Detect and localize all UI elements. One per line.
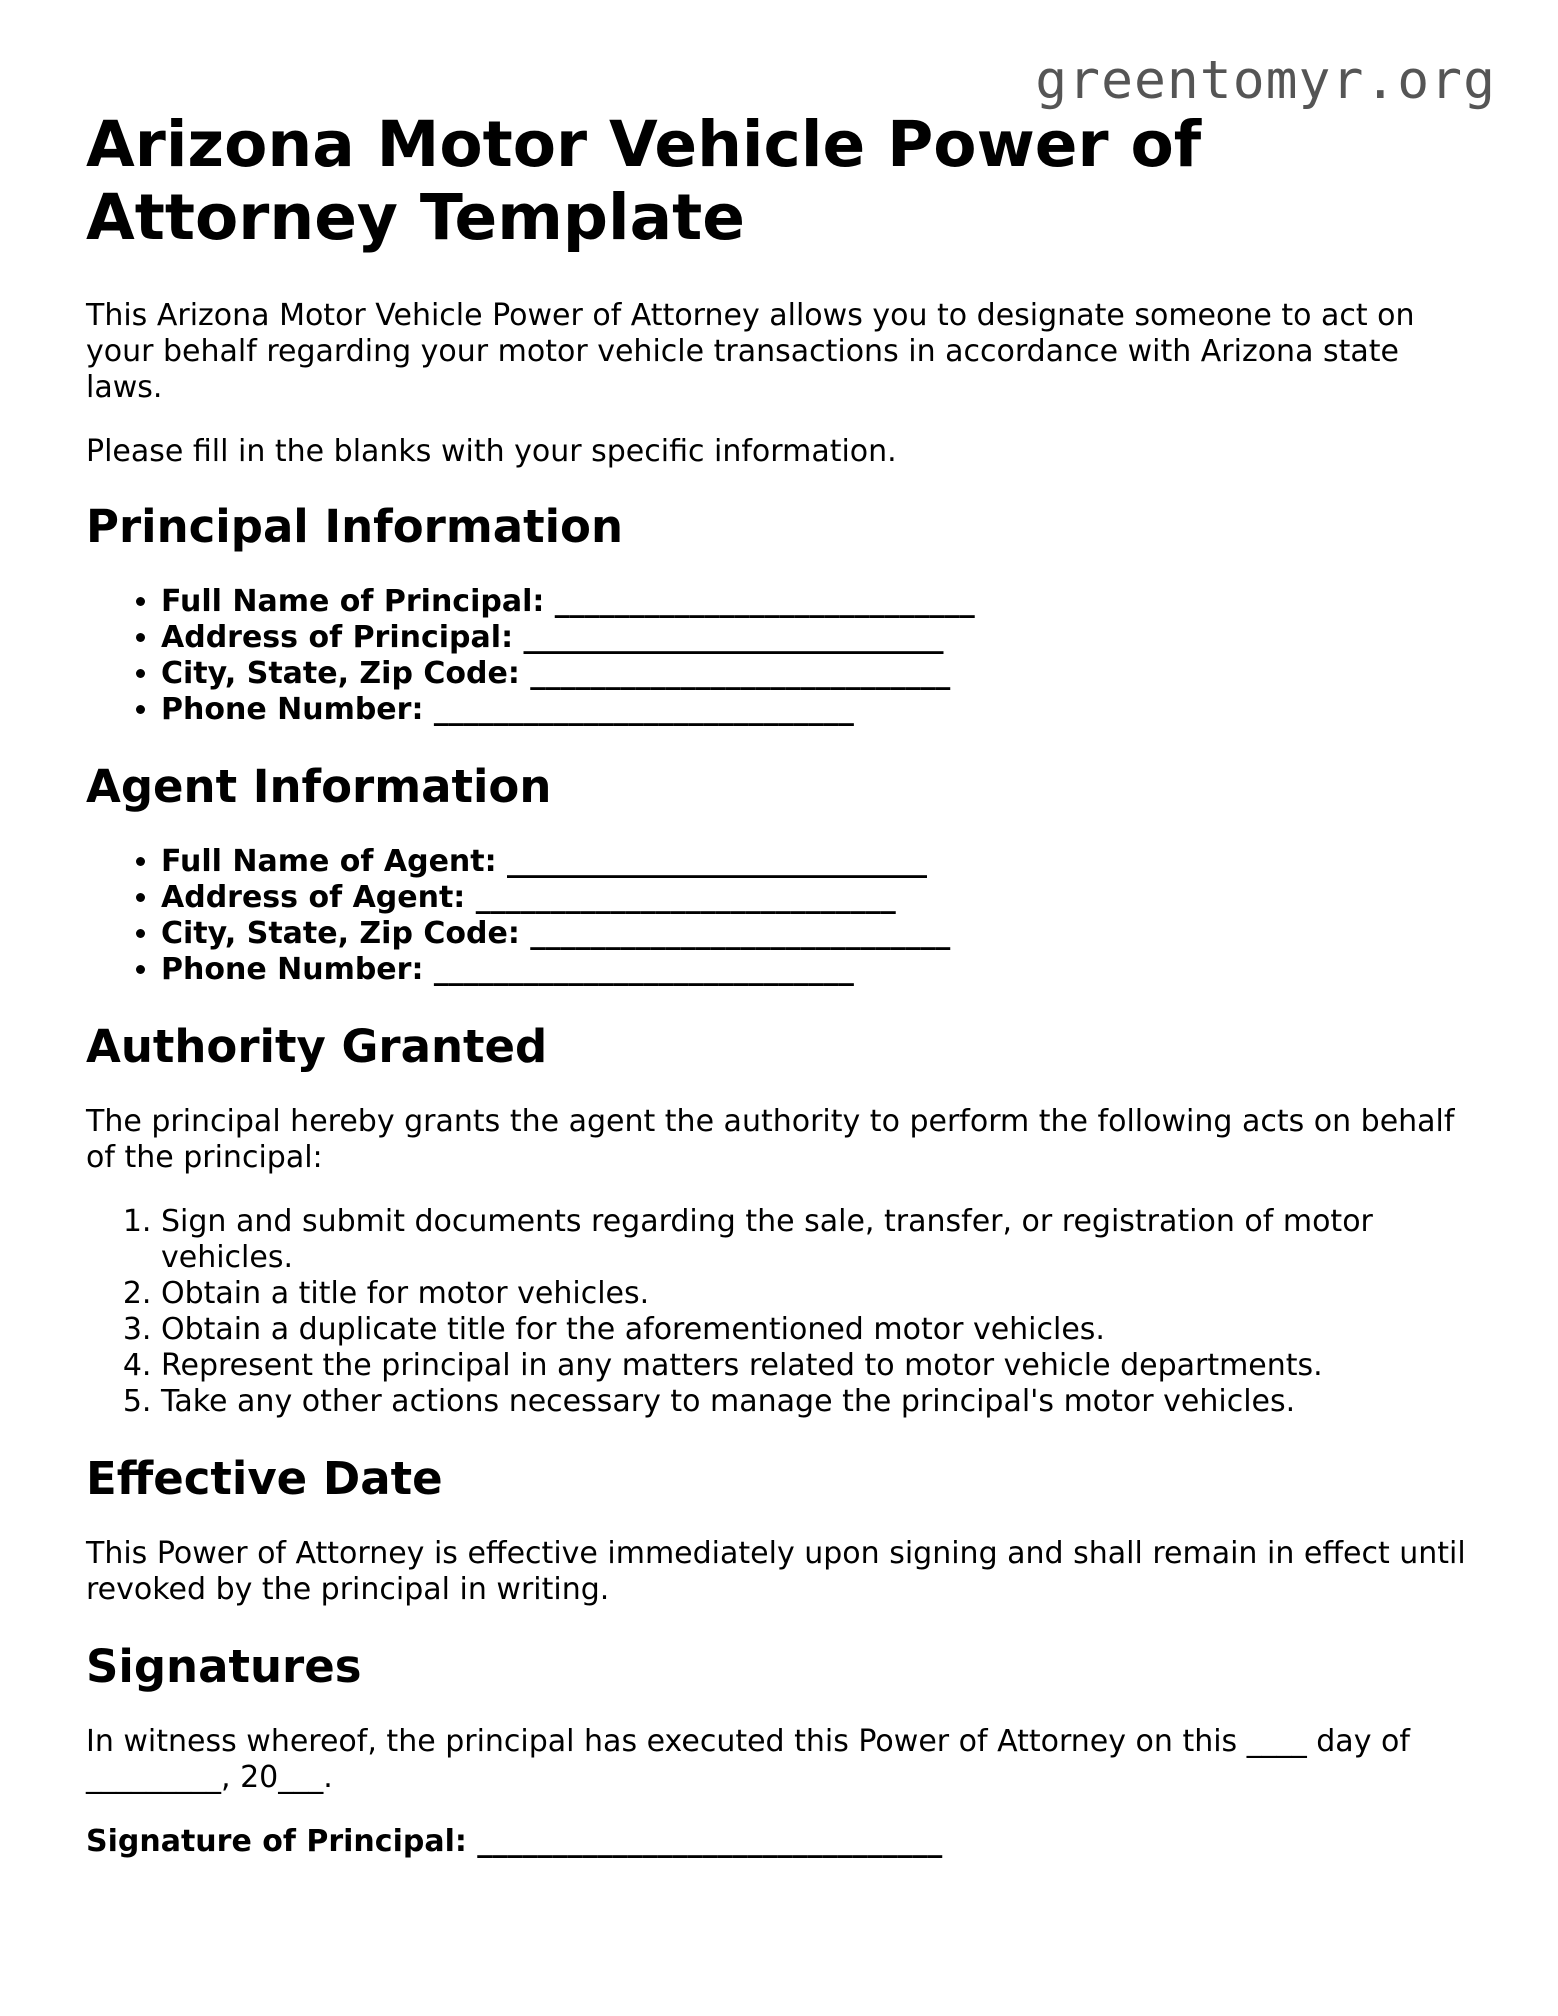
principal-fields-list bbox=[86, 584, 1486, 728]
principal-signature-line: Signature of Principal: _______________________________ bbox=[86, 1824, 943, 1859]
principal-field-phone: • Phone Number: ____________________________ bbox=[161, 692, 1486, 728]
watermark: greentomyr.org bbox=[1035, 50, 1496, 111]
authority-heading: Authority Granted bbox=[86, 1020, 548, 1073]
authority-act-2: 2. Obtain a title for motor vehicles. bbox=[161, 1276, 1486, 1312]
agent-field-address: • Address of Agent: ____________________________ bbox=[161, 880, 1486, 916]
principal-field-address: • Address of Principal: ____________________________ bbox=[161, 620, 1486, 656]
signatures-heading: Signatures bbox=[86, 1640, 362, 1693]
agent-field-full-name: • Full Name of Agent: ____________________________ bbox=[161, 844, 1486, 880]
effective-date-paragraph: This Power of Attorney is effective immediately upon signing and shall remain in effect until revoked by the principal in writing. bbox=[86, 1536, 1466, 1607]
authority-act-4: 4. Represent the principal in any matters related to motor vehicle departments. bbox=[161, 1348, 1486, 1384]
document-page bbox=[86, 108, 1486, 1888]
authority-act-5: 5. Take any other actions necessary to manage the principal's motor vehicles. bbox=[161, 1384, 1486, 1420]
principal-heading: Principal Information bbox=[86, 500, 624, 553]
effective-date-heading: Effective Date bbox=[86, 1452, 443, 1505]
agent-field-phone: • Phone Number: ____________________________ bbox=[161, 952, 1486, 988]
page-title: Arizona Motor Vehicle Power of Attorney Template bbox=[86, 108, 1202, 254]
agent-fields-list bbox=[86, 844, 1486, 988]
instruction-paragraph: Please fill in the blanks with your specific information. bbox=[86, 434, 897, 469]
principal-field-full-name: • Full Name of Principal: ____________________________ bbox=[161, 584, 1486, 620]
intro-paragraph: This Arizona Motor Vehicle Power of Attorney allows you to designate someone to act on your behalf regarding your motor vehicle transactions in accordance with Arizona state laws. bbox=[86, 298, 1415, 405]
authority-act-3: 3. Obtain a duplicate title for the aforementioned motor vehicles. bbox=[161, 1312, 1486, 1348]
authority-act-1: 1. Sign and submit documents regarding the sale, transfer, or registration of motor vehicles. bbox=[161, 1204, 1486, 1276]
signatures-paragraph: In witness whereof, the principal has executed this Power of Attorney on this ____ day of _________, 20___. bbox=[86, 1724, 1410, 1795]
agent-heading: Agent Information bbox=[86, 760, 552, 813]
authority-acts-list bbox=[86, 1204, 1486, 1420]
principal-field-city-state-zip: • City, State, Zip Code: ____________________________ bbox=[161, 656, 1486, 692]
agent-field-city-state-zip: • City, State, Zip Code: ____________________________ bbox=[161, 916, 1486, 952]
authority-paragraph: The principal hereby grants the agent the authority to perform the following acts on behalf of the principal: bbox=[86, 1104, 1455, 1175]
